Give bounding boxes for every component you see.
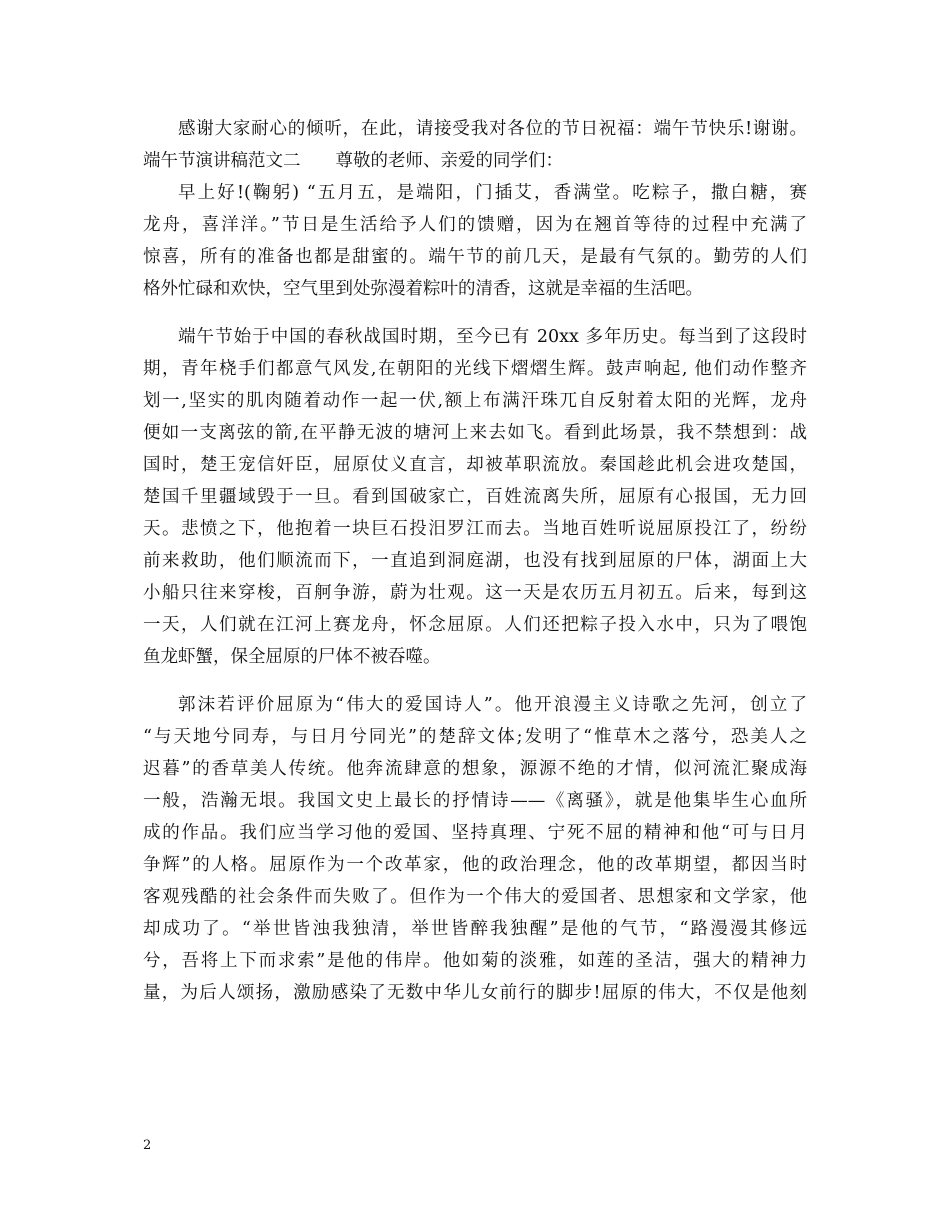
text-line: 郭沫若评价屈原为“伟大的爱国诗人”。他开浪漫主义诗歌之先河，创立了 — [178, 695, 807, 715]
text-line: 早上好!(鞠躬) “五月五，是端阳，门插艾，香满堂。吃粽子，撒白糖，赛 — [178, 183, 807, 203]
text-line: 量，为后人颂扬，激励感染了无数中华儿女前行的脚步!屈原的伟大，不仅是他刻 — [143, 983, 807, 1003]
text-line: 小船只往来穿梭，百舸争游，蔚为壮观。这一天是农历五月初五。后来，每到这 — [143, 583, 807, 603]
text-line: 前来救助，他们顺流而下，一直追到洞庭湖，也没有找到屈原的尸体，湖面上大 — [143, 551, 807, 571]
text-line: 鱼龙虾蟹，保全屈原的尸体不被吞噬。 — [143, 647, 441, 667]
text-line: 龙舟，喜洋洋。”节日是生活给予人们的馈赠，因为在翘首等待的过程中充满了 — [143, 215, 807, 235]
text-line: 格外忙碌和欢快，空气里到处弥漫着粽叶的清香，这就是幸福的生活吧。 — [143, 279, 703, 299]
text-line: 楚国千里疆域毁于一旦。看到国破家亡，百姓流离失所，屈原有心报国，无力回 — [143, 487, 807, 507]
text-line: 一般，浩瀚无垠。我国文史上最长的抒情诗——《离骚》，就是他集毕生心血所 — [143, 791, 807, 811]
text-line: 争辉”的人格。屈原作为一个改革家，他的政治理念，他的改革期望，都因当时 — [143, 855, 807, 875]
text-line: 成的作品。我们应当学习他的爱国、坚持真理、宁死不屈的精神和他“可与日月 — [143, 823, 807, 843]
text-line: 端午节始于中国的春秋战国时期，至今已有 20xx 多年历史。每当到了这段时 — [178, 327, 807, 347]
text-line: “与天地兮同寿，与日月兮同光”的楚辞文体;发明了“惟草木之落兮，恐美人之 — [143, 727, 807, 747]
text-line: 迟暮”的香草美人传统。他奔流肆意的想象，源源不绝的才情，似河流汇聚成海 — [143, 759, 807, 779]
text-line: 却成功了。“举世皆浊我独清，举世皆醉我独醒”是他的气节，“路漫漫其修远 — [143, 919, 807, 939]
text-line: 一天，人们就在江河上赛龙舟，怀念屈原。人们还把粽子投入水中，只为了喂饱 — [143, 615, 807, 635]
text-line: 感谢大家耐心的倾听，在此，请接受我对各位的节日祝福：端午节快乐!谢谢。 — [178, 119, 807, 139]
text-line: 期，青年桡手们都意气风发,在朝阳的光线下熠熠生辉。鼓声响起, 他们动作整齐 — [143, 359, 807, 379]
page-number: 2 — [143, 1138, 152, 1153]
text-line: 便如一支离弦的箭,在平静无波的塘河上来去如飞。看到此场景，我不禁想到：战 — [143, 423, 807, 443]
text-line: 兮，吾将上下而求索”是他的伟岸。他如菊的淡雅，如莲的圣洁，强大的精神力 — [143, 951, 807, 971]
text-line: 天。悲愤之下，他抱着一块巨石投汨罗江而去。当地百姓听说屈原投江了，纷纷 — [143, 519, 807, 539]
text-line: 端午节演讲稿范文二 尊敬的老师、亲爱的同学们： — [143, 151, 563, 171]
text-line: 划一,坚实的肌肉随着动作一起一伏,额上布满汗珠兀自反射着太阳的光辉，龙舟 — [143, 391, 807, 411]
text-line: 惊喜，所有的准备也都是甜蜜的。端午节的前几天，是最有气氛的。勤劳的人们 — [143, 247, 807, 267]
text-line: 国时，楚王宠信奸臣，屈原仗义直言，却被革职流放。秦国趁此机会进攻楚国， — [143, 455, 807, 475]
text-line: 客观残酷的社会条件而失败了。但作为一个伟大的爱国者、思想家和文学家，他 — [143, 887, 807, 907]
